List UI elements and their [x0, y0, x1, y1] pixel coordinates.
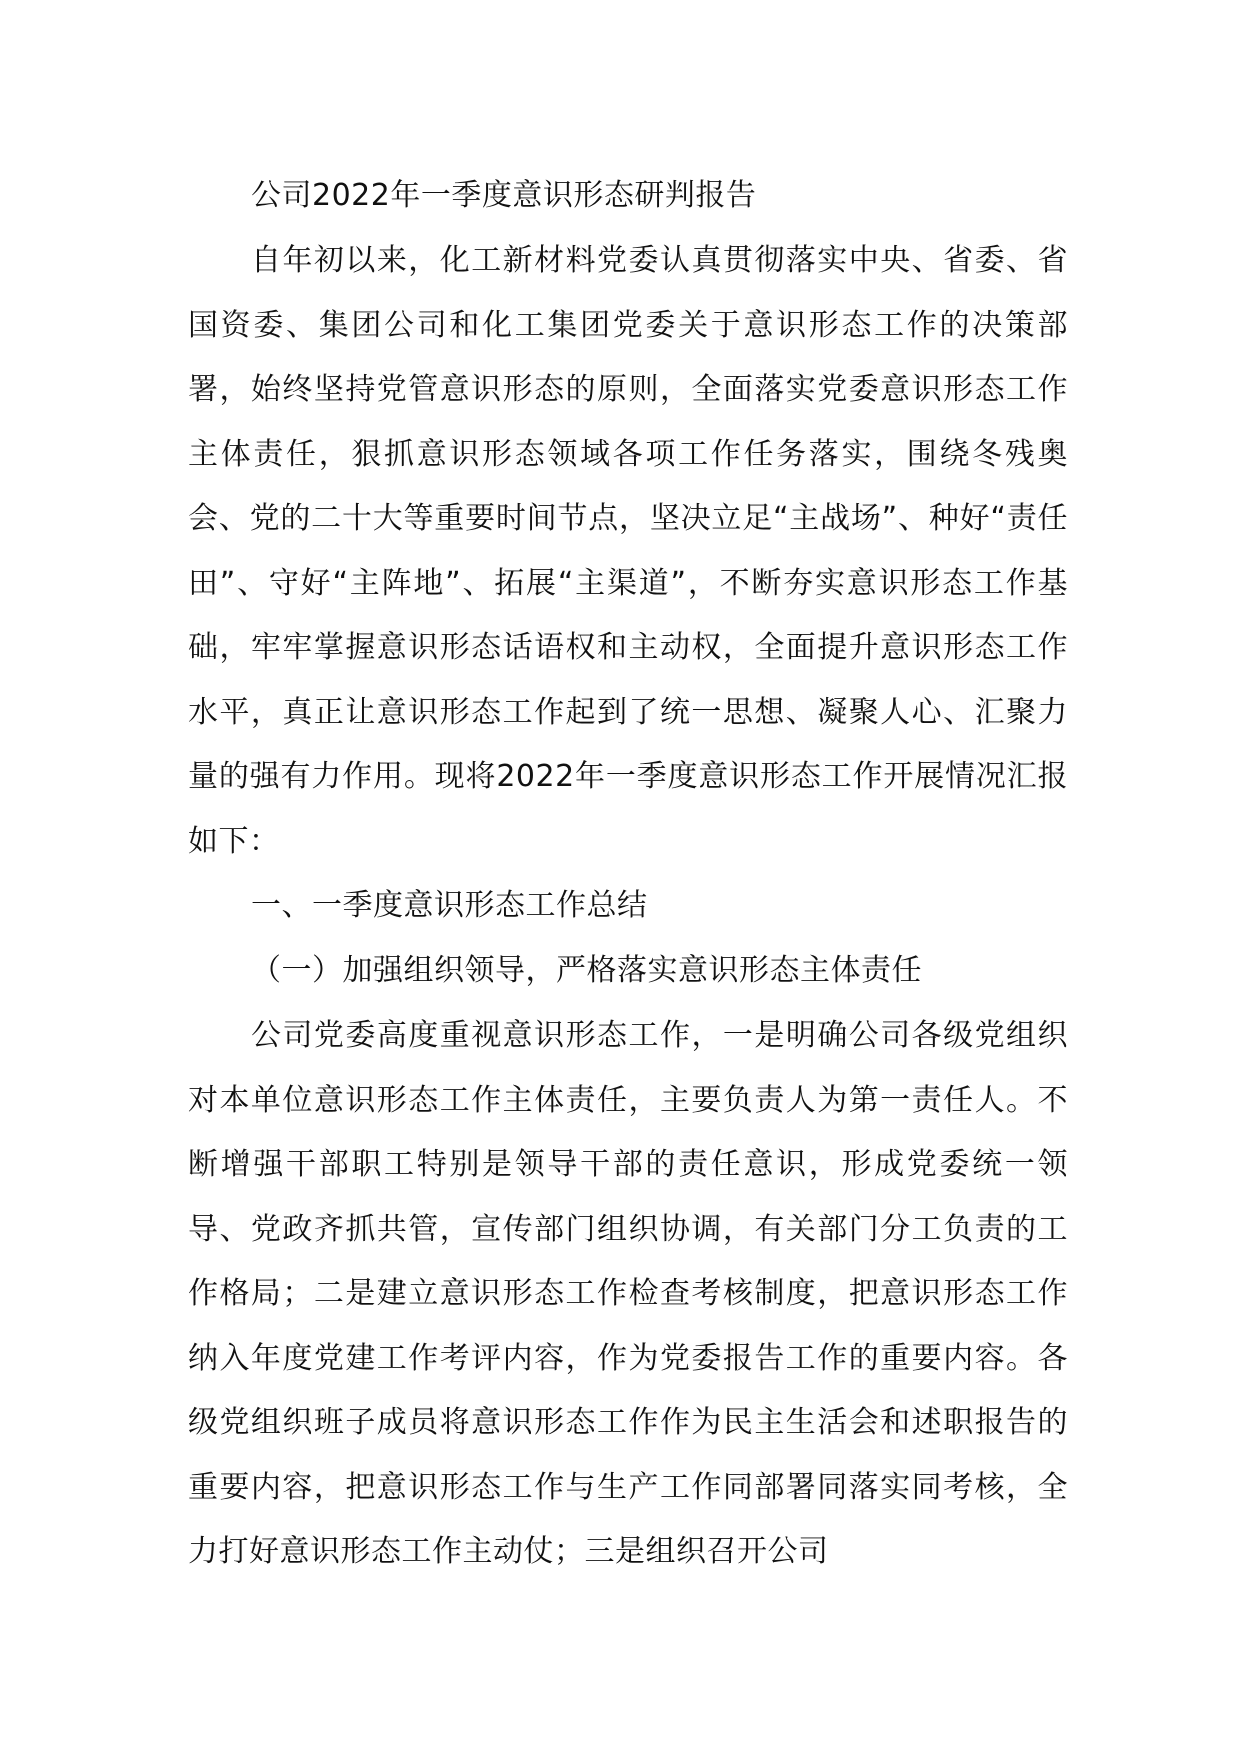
- section-heading: 一、一季度意识形态工作总结: [251, 888, 648, 923]
- subsection-heading: （一）加强组织领导，严格落实意识形态主体责任: [251, 953, 922, 988]
- body-paragraph: 公司党委高度重视意识形态工作，一是明确公司各级党组织对本单位意识形态工作主体责任，主要负责人为第一责任人。不断增强干部职工特别是领导干部的责任意识，形成党委统一领导、党政齐抓共管，宣传部门组织协调，有关部门分工负责的工作格局；二是建立意识形态工作检查考核制度，把意识形态工作纳入年度党建工作考评内容，作为党委报告工作的重要内容。各级党组织班子成员将意识形态工作作为民主生活会和述职报告的重要内容，把意识形态工作与生产工作同部署同落实同考核，全力打好意识形态工作主动仗；三是组织召开公司: [188, 1018, 1068, 1569]
- document-title: 公司2022年一季度意识形态研判报告: [251, 178, 757, 213]
- intro-paragraph: 自年初以来，化工新材料党委认真贯彻落实中央、省委、省国资委、集团公司和化工集团党委关于意识形态工作的决策部署，始终坚持党管意识形态的原则，全面落实党委意识形态工作主体责任，狠抓意识形态领域各项工作任务落实，围绕冬残奥会、党的二十大等重要时间节点，坚决立足“主战场”、种好“责任田”、守好“主阵地”、拓展“主渠道”，不断夯实意识形态工作基础，牢牢掌握意识形态话语权和主动权，全面提升意识形态工作水平，真正让意识形态工作起到了统一思想、凝聚人心、汇聚力量的强有力作用。现将2022年一季度意识形态工作开展情况汇报如下：: [188, 243, 1068, 859]
